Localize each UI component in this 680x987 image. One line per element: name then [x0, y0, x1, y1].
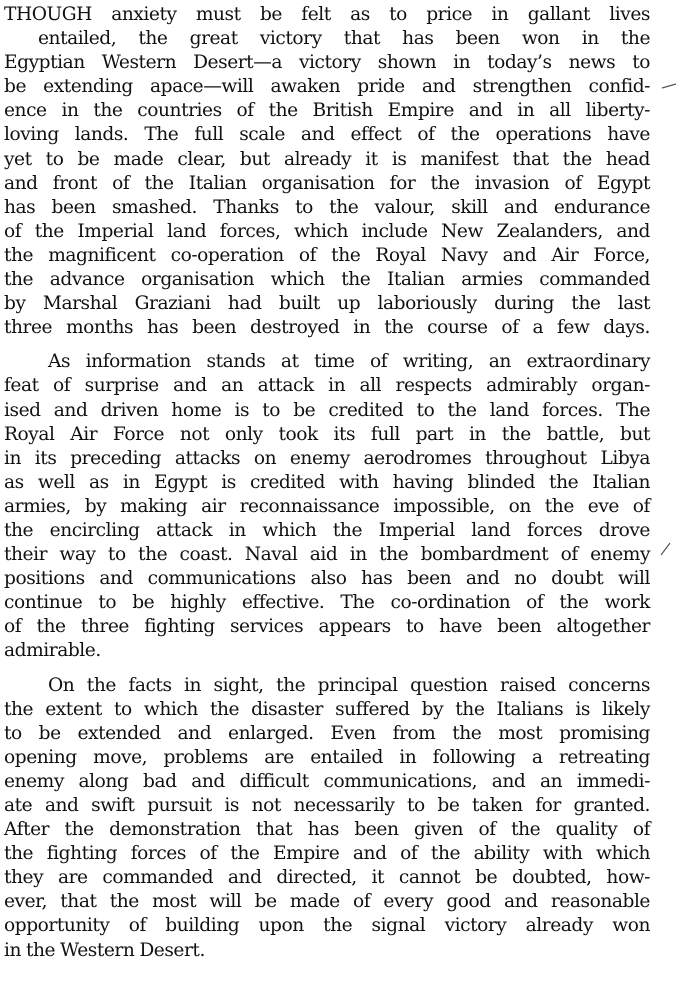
text-line: Egyptian Western Desert—a victory shown in today’s news to [4, 52, 650, 74]
text-line: feat of surprise and an attack in all respects admirably organ- [4, 375, 650, 397]
text-line: the magnificent co-operation of the Royal Navy and Air Force, [4, 244, 650, 266]
text-line: entailed, the great victory that has been won in the [38, 28, 650, 50]
text-line: yet to be made clear, but already it is manifest that the head [4, 148, 650, 170]
paragraph-1 [4, 3, 650, 340]
text-line: the extent to which the disaster suffered by the Italians is likely [4, 698, 650, 720]
margin-mark-icon [660, 78, 680, 92]
text-line: the fighting forces of the Empire and of the ability with which [4, 843, 650, 865]
text-line: ate and swift pursuit is not necessarily to be taken for granted. [4, 795, 650, 816]
text-line: the advance organisation which the Italian armies commanded [4, 269, 650, 291]
text-line: three months has been destroyed in the course of a few days. [4, 317, 650, 339]
text-line: admirable. [4, 640, 101, 662]
text-line: opportunity of building upon the signal victory already won [4, 915, 650, 937]
text-line: opening move, problems are entailed in following a retreating [4, 746, 650, 768]
text-line: be extending apace—will awaken pride and strengthen confid- [4, 76, 650, 98]
text-line: by Marshal Graziani had built up laboriously during the last [4, 293, 650, 315]
text-line: their way to the coast. Naval aid in the bombardment of enemy [4, 544, 650, 566]
text-line: loving lands. The full scale and effect of the operations have [4, 124, 650, 146]
text-line: has been smashed. Thanks to the valour, skill and endurance [4, 196, 650, 218]
paragraph-3 [4, 674, 650, 963]
text-line: in the Western Desert. [4, 939, 205, 961]
text-line: enemy along bad and difficult communications, and an immedi- [4, 770, 650, 792]
text-line: As information stands at time of writing, an extraordinary [48, 351, 650, 373]
article-body [4, 3, 650, 963]
text-line: as well as in Egypt is credited with having blinded the Italian [4, 471, 650, 493]
text-line: armies, by making air reconnaissance impossible, on the eve of [4, 495, 650, 517]
text-line: ence in the countries of the British Empire and in all liberty- [4, 100, 650, 122]
text-line: Royal Air Force not only took its full part in the battle, but [4, 423, 650, 445]
text-line: THOUGH anxiety must be felt as to price in gallant lives [4, 4, 650, 25]
text-line: of the three fighting services appears to have been altogether [4, 616, 650, 638]
text-line: On the facts in sight, the principal question raised concerns [48, 674, 650, 696]
text-line: After the demonstration that has been given of the quality of [4, 819, 650, 841]
text-line: and front of the Italian organisation for the invasion of Egypt [4, 172, 650, 194]
text-line: continue to be highly effective. The co-ordination of the work [4, 592, 650, 614]
text-line: in its preceding attacks on enemy aerodromes throughout Libya [4, 447, 650, 469]
text-line: ever, that the most will be made of every good and reasonable [4, 891, 650, 913]
paragraph-2 [4, 350, 650, 663]
text-line: of the Imperial land forces, which include New Zealanders, and [4, 220, 650, 242]
text-line: ised and driven home is to be credited to the land forces. The [4, 399, 650, 421]
text-line: positions and communications also has been and no doubt will [4, 568, 650, 590]
margin-mark-icon [658, 540, 674, 558]
text-line: they are commanded and directed, it cannot be doubted, how- [4, 867, 650, 889]
text-line: to be extended and enlarged. Even from the most promising [4, 722, 650, 744]
text-line: the encircling attack in which the Imperial land forces drove [4, 519, 650, 541]
